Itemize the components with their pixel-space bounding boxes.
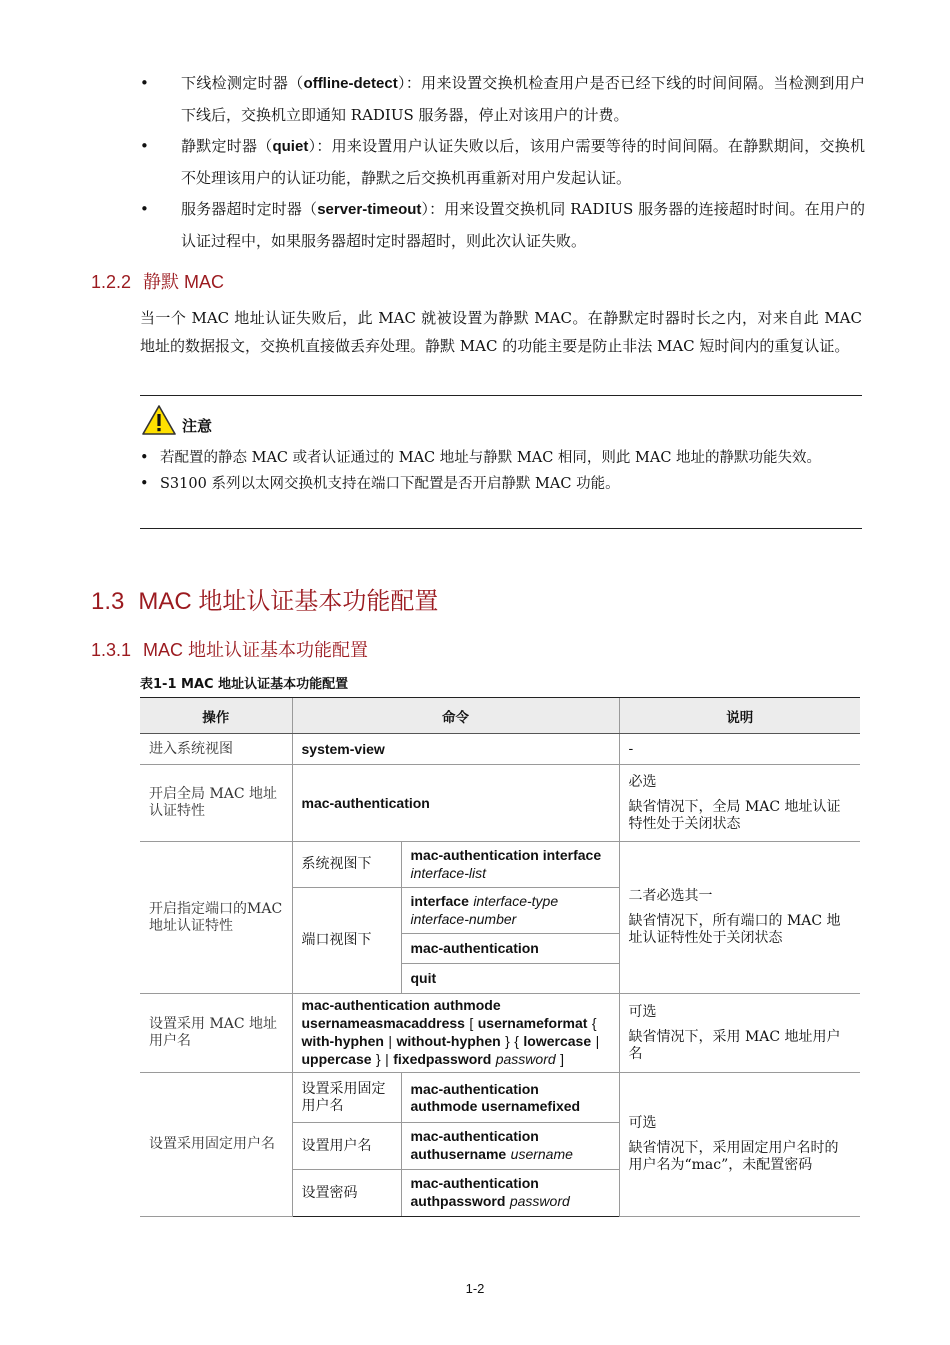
bullet-dot: • xyxy=(140,476,149,492)
description-text: 缺省情况下，所有端口的 MAC 地址认证特性处于关闭状态 xyxy=(628,913,841,946)
command-text: uppercase xyxy=(301,1051,372,1067)
section-heading-1-2-2 xyxy=(91,268,224,294)
section-title: MAC 地址认证基本功能配置 xyxy=(143,640,369,660)
notice-item xyxy=(140,446,862,470)
header-command: 命令 xyxy=(292,698,619,734)
bullet-dot: • xyxy=(140,450,149,466)
view-cell: 端口视图下 xyxy=(292,888,401,994)
notice-item xyxy=(140,472,862,496)
sub-operation-cell: 设置密码 xyxy=(292,1170,401,1217)
command-cell xyxy=(401,842,619,888)
sub-operation-cell: 设置采用固定用户名 xyxy=(292,1073,401,1123)
bullet-text: ）：用来设置交换机同 RADIUS 服务器的连接超时时间。在用户的认证过程中，如果服务器超时定时器超时，则此次认证失败。 xyxy=(181,200,865,250)
table-row xyxy=(140,1073,860,1123)
description-cell: - xyxy=(619,734,860,765)
config-table xyxy=(140,697,860,1217)
command-argument: interface-number xyxy=(410,910,517,927)
table-row xyxy=(140,842,860,888)
bullet-server-timeout xyxy=(140,194,865,257)
notice-title: 注意 xyxy=(182,417,213,435)
table-header-row xyxy=(140,698,860,734)
view-cell: 系统视图下 xyxy=(292,842,401,888)
command-text: mac-authentication authmode usernameasmacaddress xyxy=(301,997,501,1031)
command-text: with-hyphen xyxy=(301,1033,384,1049)
bullet-text: ）：用来设置用户认证失败以后，该用户需要等待的时间间隔。在静默期间，交换机不处理该用户的认证功能，静默之后交换机再重新对用户发起认证。 xyxy=(181,137,865,187)
command-argument: password xyxy=(495,1051,556,1067)
description-cell xyxy=(619,765,860,842)
quiet-mac-paragraph: 当一个 MAC 地址认证失败后，此 MAC 就被设置为静默 MAC。在静默定时器时长之内，对来自此 MAC 地址的数据报文，交换机直接做丢弃处理。静默 MAC 的功能主要是防止非法 MAC 短时间内的重复认证。 xyxy=(140,309,862,355)
command-cell: system-view xyxy=(292,734,619,765)
command-text: without-hyphen xyxy=(396,1033,501,1049)
syntax-bar: | xyxy=(388,1033,393,1049)
syntax-brace: } xyxy=(505,1033,510,1049)
notice-header xyxy=(142,404,212,436)
description-text: 缺省情况下，采用 MAC 地址用户名 xyxy=(628,1028,841,1062)
syntax-bracket: [ xyxy=(469,1015,474,1031)
table-row xyxy=(140,734,860,765)
description-text: 缺省情况下，采用固定用户名时的用户名为“mac”，未配置密码 xyxy=(628,1140,839,1173)
command-text: mac-authentication interface xyxy=(410,846,602,863)
syntax-bar: | xyxy=(595,1033,600,1049)
command-cell: mac-authentication xyxy=(292,765,619,842)
command-argument: username xyxy=(510,1146,573,1162)
description-cell xyxy=(619,842,860,994)
description-cell xyxy=(619,994,860,1073)
table-caption: 表1-1 MAC 地址认证基本功能配置 xyxy=(140,677,349,692)
syntax-bracket: ] xyxy=(560,1051,564,1067)
command-argument: interface-list xyxy=(410,864,486,881)
operation-cell: 开启全局 MAC 地址认证特性 xyxy=(140,765,292,842)
command-cell: quit xyxy=(401,964,619,994)
notice-box xyxy=(140,395,862,529)
command-cell xyxy=(292,994,619,1073)
command-argument: password xyxy=(509,1193,570,1209)
header-operation: 操作 xyxy=(140,698,292,734)
section-title: MAC 地址认证基本功能配置 xyxy=(138,588,439,615)
page-number: 1-2 xyxy=(465,1281,485,1296)
sub-operation-cell: 设置用户名 xyxy=(292,1123,401,1170)
syntax-brace: { xyxy=(514,1033,519,1049)
bullet-dot: • xyxy=(140,200,149,218)
syntax-brace: { xyxy=(591,1015,597,1031)
operation-cell: 进入系统视图 xyxy=(140,734,292,765)
header-description: 说明 xyxy=(619,698,860,734)
bullet-text: ）：用来设置交换机检查用户是否已经下线的时间间隔。当检测到用户下线后，交换机立即通知 RADIUS 服务器，停止对该用户的计费。 xyxy=(181,74,865,124)
command-cell: mac-authentication xyxy=(401,934,619,964)
syntax-bar: | xyxy=(385,1051,389,1067)
command-text: mac-authentication authusername xyxy=(410,1128,539,1162)
keyword: quiet xyxy=(272,138,309,155)
command-text: lowercase xyxy=(523,1033,592,1049)
keyword: server-timeout xyxy=(317,201,422,218)
bullet-offline-detect xyxy=(140,68,865,131)
command-cell xyxy=(401,1123,619,1170)
requirement: 必选 xyxy=(628,773,657,790)
command-cell xyxy=(401,888,619,934)
requirement: 二者必选其一 xyxy=(628,888,713,904)
command-text: interface xyxy=(410,892,469,909)
warning-icon xyxy=(142,404,176,436)
bullet-dot: • xyxy=(140,137,149,155)
requirement: 可选 xyxy=(628,1115,657,1131)
notice-list xyxy=(140,446,862,496)
bullet-text: 下线检测定时器（ xyxy=(181,74,304,92)
operation-cell: 开启指定端口的MAC地址认证特性 xyxy=(140,842,292,994)
section-heading-1-3 xyxy=(91,581,438,616)
command-argument: interface-type xyxy=(473,892,559,909)
section-number: 1.3.1 xyxy=(91,640,132,660)
bullet-text: 服务器超时定时器（ xyxy=(181,200,318,218)
bullet-dot: • xyxy=(140,74,149,92)
keyword: offline-detect xyxy=(303,75,398,92)
operation-cell: 设置采用 MAC 地址用户名 xyxy=(140,994,292,1073)
notice-item-text: S3100 系列以太网交换机支持在端口下配置是否开启静默 MAC 功能。 xyxy=(160,476,620,492)
requirement: 可选 xyxy=(628,1003,657,1020)
description-cell xyxy=(619,1073,860,1217)
command-text: mac-authentication authpassword xyxy=(410,1175,539,1209)
command-text: usernameformat xyxy=(477,1015,588,1031)
operation-cell: 设置采用固定用户名 xyxy=(140,1073,292,1217)
bullet-text: 静默定时器（ xyxy=(181,137,273,155)
syntax-brace: } xyxy=(376,1051,381,1067)
timer-bullet-list xyxy=(140,68,865,257)
section-number: 1.2.2 xyxy=(91,272,132,292)
section-heading-1-3-1 xyxy=(91,636,368,662)
section-number: 1.3 xyxy=(91,588,125,615)
table-row xyxy=(140,994,860,1073)
command-cell: mac-authentication authmode usernamefixed xyxy=(401,1073,619,1123)
command-cell xyxy=(401,1170,619,1217)
section-title: 静默 MAC xyxy=(143,272,225,292)
command-text: fixedpassword xyxy=(393,1051,492,1067)
table-row xyxy=(140,765,860,842)
bullet-quiet xyxy=(140,131,865,194)
notice-item-text: 若配置的静态 MAC 或者认证通过的 MAC 地址与静默 MAC 相同，则此 MAC 地址的静默功能失效。 xyxy=(160,450,822,466)
description-text: 缺省情况下，全局 MAC 地址认证特性处于关闭状态 xyxy=(628,798,841,832)
